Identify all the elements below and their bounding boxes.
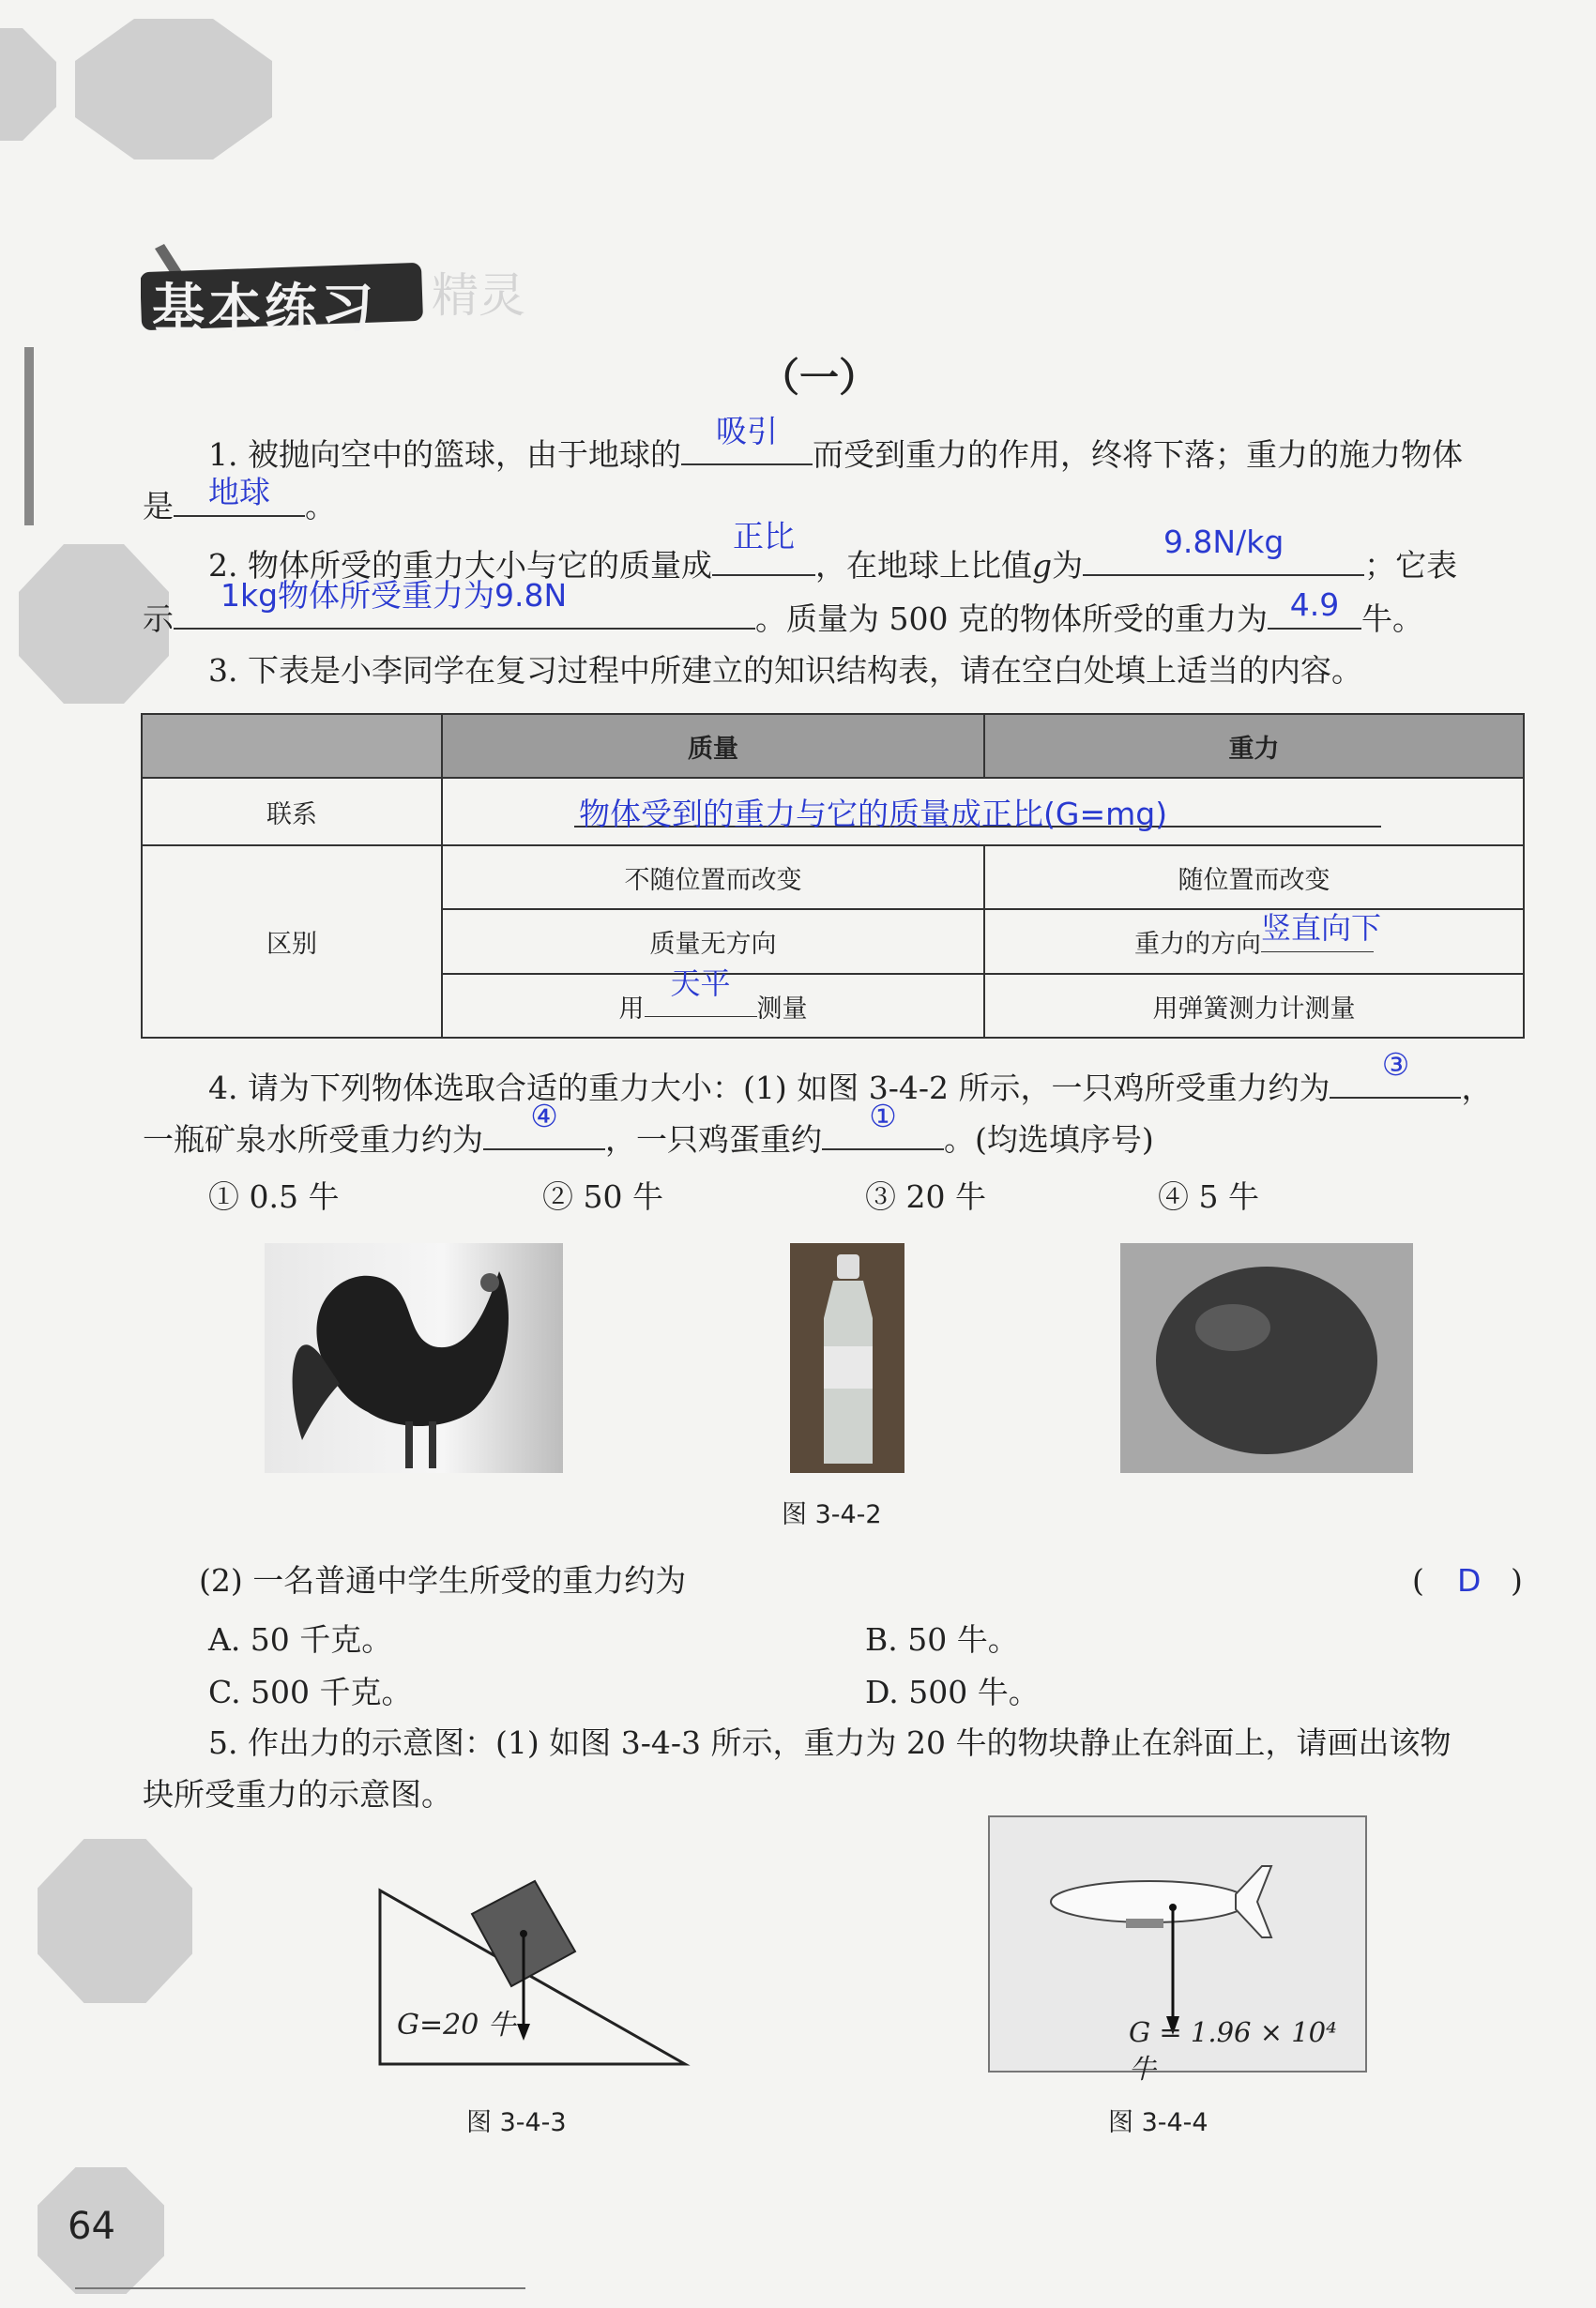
q4-answer-c: ① [869, 1098, 897, 1134]
mass-instrument-answer: 天平 [670, 964, 731, 1001]
table-gravity-2: 重力的方向 竖直向下 [984, 909, 1524, 974]
q4-option-4: ④ 5 牛 [1158, 1178, 1259, 1215]
banner-title: 基本练习 [152, 279, 377, 340]
q2-line-1: 2. 物体所受的重力大小与它的质量成 正比 ，在地球上比值g为 9.8N/kg ；它表 [208, 518, 1458, 584]
table-mass-2: 质量无方向 [442, 909, 984, 974]
egg-icon [1120, 1243, 1413, 1473]
table-mass-1: 不随位置而改变 [442, 845, 984, 909]
q2-answer-d: 4.9 [1289, 586, 1340, 623]
choice-d: D. 500 牛。 [865, 1674, 1040, 1710]
q5-line-1: 5. 作出力的示意图：(1) 如图 3-4-3 所示，重力为 20 牛的物块静止在斜面上，请画出该物 [208, 1724, 1452, 1761]
choice-c: C. 500 千克。 [208, 1674, 413, 1710]
q1-line-1: 1. 被抛向空中的篮球，由于地球的 吸引 而受到重力的作用，终将下落；重力的施力物体 [208, 413, 1463, 473]
table-corner [142, 714, 442, 778]
q2-blank-d [1268, 586, 1361, 630]
q4-line-2: 一瓶矿泉水所受重力约为 ④ ，一只鸡蛋重约 ① 。(均选填序号) [143, 1098, 1154, 1158]
decor-octagon-top [75, 19, 272, 159]
q4-answer-b: ④ [530, 1098, 558, 1134]
figure-3-4-3 [371, 1862, 694, 2069]
q4-option-1: ① 0.5 牛 [208, 1178, 340, 1215]
table-relation-cell [442, 778, 1524, 845]
relation-answer: 物体受到的重力与它的质量成正比(G=mg) [579, 796, 1168, 832]
q1-answer-b: 地球 [208, 474, 270, 510]
q1-answer-a: 吸引 [715, 413, 778, 449]
q4-part2-question: (2) 一名普通中学生所受的重力约为 [199, 1562, 687, 1599]
rooster-icon [265, 1243, 563, 1473]
fig3-gravity-label: G=20 牛 [397, 2009, 516, 2042]
table-header-gravity: 重力 [984, 714, 1524, 778]
q4-blank-c [822, 1098, 944, 1150]
knowledge-table [141, 713, 1525, 1039]
q4-blank-a [1330, 1046, 1461, 1099]
gravity-direction-answer: 竖直向下 [1261, 910, 1382, 946]
q2-answer-b: 9.8N/kg [1163, 524, 1284, 560]
bottle-icon [790, 1243, 904, 1473]
water-bottle-photo [790, 1243, 904, 1473]
q2-answer-c: 1kg物体所受重力为9.8N [220, 577, 568, 614]
q2-answer-a: 正比 [732, 518, 795, 554]
egg-photo [1120, 1243, 1413, 1473]
q4-option-2: ② 50 牛 [542, 1178, 663, 1215]
watermark-text: 精灵 [432, 268, 525, 323]
q2-blank-a [712, 518, 815, 576]
q4-blank-b [483, 1098, 605, 1150]
fig4-gravity-label: G = 1.96 × 10⁴ 牛 [1129, 2016, 1337, 2085]
page-number: 64 [68, 2205, 115, 2248]
q1-line-2: 是 地球 。 [143, 474, 336, 524]
footer-rule [75, 2287, 525, 2289]
q2-blank-b [1083, 524, 1364, 576]
left-edge-shade [24, 347, 34, 525]
section-title: （一） [760, 355, 879, 401]
q4-part2-paren-open: ( [1412, 1562, 1424, 1599]
banner [141, 239, 432, 340]
q3-text: 3. 下表是小李同学在复习过程中所建立的知识结构表，请在空白处填上适当的内容。 [208, 652, 1362, 689]
gravity-direction-blank [1261, 910, 1382, 952]
figure-3-4-4 [988, 1815, 1367, 2085]
figure-3-4-4-caption: 图 3-4-4 [1108, 2108, 1208, 2137]
choice-a: A. 50 千克。 [208, 1621, 393, 1658]
table-row-difference-label: 区别 [142, 845, 442, 1038]
q4-part2-paren-close: ) [1511, 1562, 1523, 1599]
q2-line-2: 示 1kg物体所受重力为9.8N 。质量为 500 克的物体所受的重力为 4.9 牛。 [143, 577, 1423, 637]
rooster-photo [265, 1243, 563, 1473]
q4-line-1: 4. 请为下列物体选取合适的重力大小：(1) 如图 3-4-2 所示，一只鸡所受重力约为 ③ ， [208, 1046, 1493, 1106]
table-mass-3: 用 天平 测量 [442, 974, 984, 1038]
decor-octagon-lower-left [38, 1839, 192, 2003]
q5-line-2: 块所受重力的示意图。 [143, 1776, 452, 1813]
q1-blank-a [681, 413, 813, 465]
table-header-mass: 质量 [442, 714, 984, 778]
table-row-relation-label: 联系 [142, 778, 442, 845]
choice-b: B. 50 牛。 [865, 1621, 1019, 1658]
table-gravity-1: 随位置而改变 [984, 845, 1524, 909]
q4-answer-a: ③ [1381, 1046, 1410, 1083]
q4-part2-answer: D [1457, 1562, 1482, 1599]
q2-blank-c [174, 577, 755, 630]
q4-option-3: ③ 20 牛 [865, 1178, 986, 1215]
table-gravity-3: 用弹簧测力计测量 [984, 974, 1524, 1038]
decor-octagon-top-left [0, 28, 56, 141]
figure-3-4-3-caption: 图 3-4-3 [466, 2108, 567, 2137]
figure-3-4-2-caption: 图 3-4-2 [782, 1500, 882, 1529]
